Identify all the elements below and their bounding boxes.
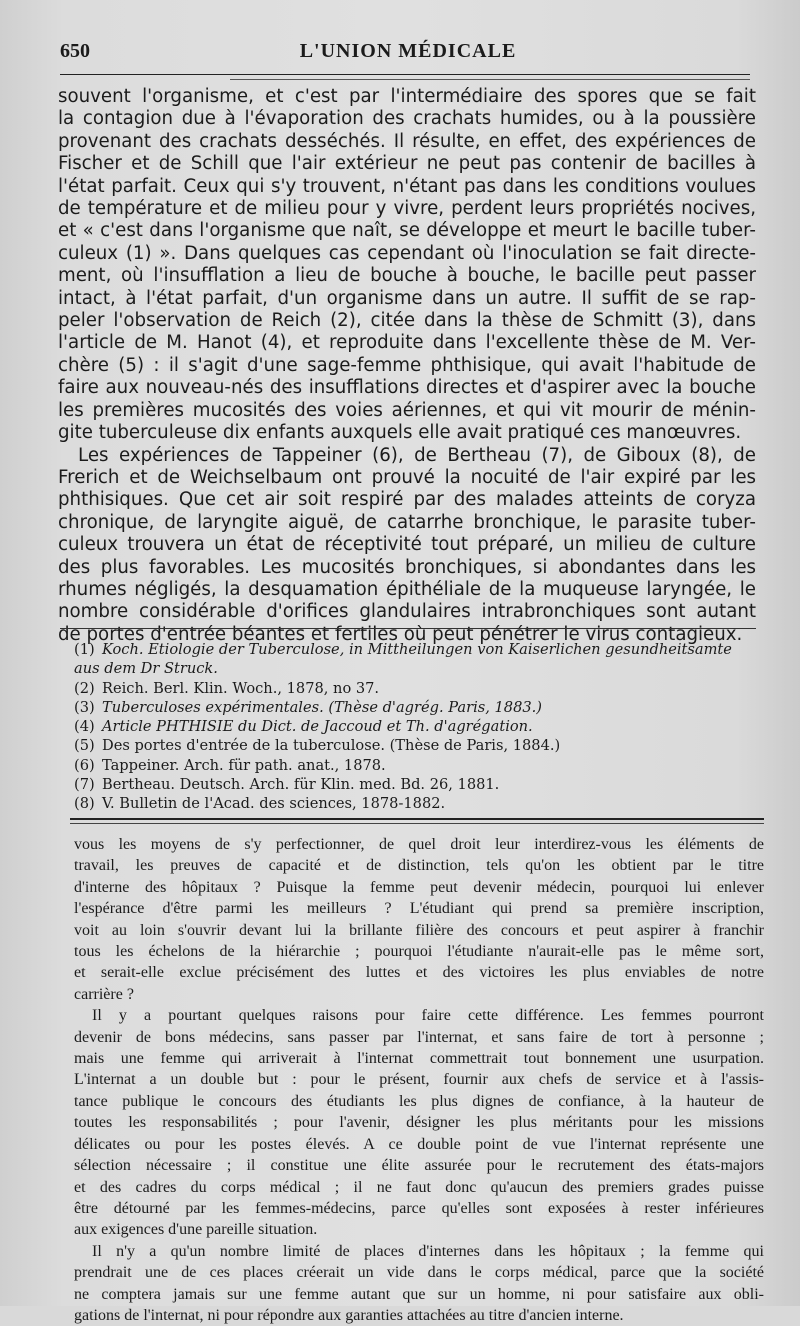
text-line: vous les moyens de s'y perfectionner, de quel droit leur interdirez-vous les éléments de <box>74 836 764 853</box>
footnote-text: Tuberculoses expérimentales. (Thèse d'agrég. Paris, 1883.) <box>102 698 542 716</box>
text-line: l'état parfait. Ceux qui s'y trouvent, n'étant pas dans les conditions voulues <box>58 175 756 197</box>
text-line: sélection nécessaire ; il constitue une élite assurée pour le recrutement des états-majors <box>74 1157 764 1175</box>
text-line: tance publique le concours des étudiants les plus dignes de confiance, à la hauteur de <box>74 1092 764 1110</box>
footnote <box>74 756 756 775</box>
text-line: être détourné par les femmes-médecins, parce qu'elles sont exposées à rester inférieures <box>74 1199 764 1217</box>
text-line: et « c'est dans l'organisme que naît, se développe et meurt le bacille tuber- <box>58 220 756 242</box>
footnote <box>74 717 756 736</box>
footnote-number: (3) <box>74 698 95 716</box>
text-line: L'internat a un double but : pour le présent, fournir aux chefs de service et à l'assis- <box>74 1071 764 1089</box>
footnote-text: V. Bulletin de l'Acad. des sciences, 1878-1882. <box>102 795 446 813</box>
footnote-number: (1) <box>74 641 95 658</box>
text-line: aux exigences d'une pareille situation. <box>74 1221 318 1239</box>
section-separator-thick <box>70 818 764 820</box>
text-line: voit au loin s'ouvrir devant lui la brillante filière des concours et peut aspirer à franchir <box>74 921 764 939</box>
footnote-number: (8) <box>74 795 95 813</box>
text-line: travail, les preuves de capacité et de distinction, tels qu'on les obtient par le titre <box>74 857 764 875</box>
footnote-text: Bertheau. Deutsch. Arch. für Klin. med. Bd. 26, 1881. <box>102 776 500 794</box>
text-line: de température et de milieu pour y vivre, perdent leurs propriétés nocives, <box>58 198 756 220</box>
footnote <box>74 794 756 813</box>
text-line: Il y a pourtant quelques raisons pour faire cette différence. Les femmes pourront <box>92 1007 764 1025</box>
text-line: peler l'observation de Reich (2), citée dans la thèse de Schmitt (3), dans <box>58 310 756 332</box>
article-paragraph-1 <box>58 86 756 445</box>
text-line: rhumes négligés, la desquamation épithéliale de la muqueuse laryngée, le <box>58 578 756 600</box>
footnote <box>74 659 756 678</box>
text-line: gite tuberculeuse dix enfants auxquels elle avait pratiqué ces manœuvres. <box>58 422 742 444</box>
footnote-text: Tappeiner. Arch. für path. anat., 1878. <box>102 756 386 774</box>
text-line: les premières mucosités des voies aériennes, et qui vit mourir de ménin- <box>58 399 756 421</box>
text-line: toutes les responsabilités ; pour l'avenir, désigner les plus méritants pour les missions <box>74 1114 764 1132</box>
footnote <box>74 640 756 659</box>
text-line: chronique, de laryngite aiguë, de catarrhe bronchique, le parasite tuber- <box>58 511 756 533</box>
footnote <box>74 775 756 794</box>
footnote-number: (6) <box>74 756 95 774</box>
text-line: d'interne des hôpitaux ? Puisque la femme peut devenir médecin, pourquoi lui enlever <box>74 878 764 896</box>
footnote-number: (5) <box>74 737 95 755</box>
article-paragraph-2 <box>58 445 756 647</box>
text-line: souvent l'organisme, et c'est par l'intermédiaire des spores que se fait <box>58 86 756 107</box>
footnote-text: aus dem Dr Struck. <box>74 660 218 678</box>
page-number: 650 <box>60 40 90 62</box>
footnote-number: (4) <box>74 718 95 736</box>
journal-title: L'UNION MÉDICALE <box>299 40 517 62</box>
text-line: intact, à l'état parfait, d'un organisme dans un autre. Il suffit de se rap- <box>58 287 756 309</box>
footnotes <box>74 640 756 814</box>
text-line: phthisiques. Que cet air soit respiré par des malades atteints de coryza <box>58 489 756 511</box>
text-line: faire aux nouveau-nés des insufflations directes et d'aspirer avec la bouche <box>58 377 756 399</box>
footnote <box>74 698 756 717</box>
continued-paragraph-1 <box>74 834 764 1005</box>
article-body <box>58 86 756 646</box>
text-line: carrière ? <box>74 985 134 1003</box>
text-line: nombre considérable d'orifices glandulaires intrabronchiques sont autant <box>58 601 756 623</box>
footnote <box>74 736 756 755</box>
text-line: tous les échelons de la hiérarchie ; pourquoi l'étudiante n'aurait-elle pas le même sort, <box>74 943 764 961</box>
text-line: l'espérance d'être parmi les meilleurs ? L'étudiant qui prend sa première inscription, <box>74 900 764 918</box>
continued-article <box>74 834 764 1326</box>
text-line: et serait-elle exclue précisément des luttes et des victoires les plus enviables de notre <box>74 964 764 982</box>
text-line: ne comptera jamais sur une femme autant que sur un homme, ni pour satisfaire aux obli- <box>74 1285 764 1303</box>
text-line: culeux trouvera un état de réceptivité tout préparé, un milieu de culture <box>58 534 756 556</box>
footnote-number: (7) <box>74 776 95 794</box>
text-line: Les expériences de Tappeiner (6), de Bertheau (7), de Giboux (8), de <box>78 444 756 466</box>
footnote-text: Article PHTHISIE du Dict. de Jaccoud et Th. d'agrégation. <box>102 718 533 736</box>
continued-paragraph-2 <box>74 1005 764 1240</box>
footnote <box>74 679 756 698</box>
text-line: la contagion due à l'évaporation des crachats humides, ou à la poussière <box>58 108 756 130</box>
footnote-text: Des portes d'entrée de la tuberculose. (Thèse de Paris, 1884.) <box>102 737 561 755</box>
footnote-rule <box>60 628 756 629</box>
text-line: l'article de M. Hanot (4), et reproduite dans l'excellente thèse de M. Ver- <box>58 332 756 354</box>
text-line: chère (5) : il s'agit d'une sage-femme phthisique, qui avait l'habitude de <box>58 354 756 376</box>
text-line: Frerich et de Weichselbaum ont prouvé la nocuité de l'air expiré par les <box>58 466 756 488</box>
text-line: ment, où l'insufflation a lieu de bouche à bouche, le bacille peut passer <box>58 265 756 287</box>
header-rule <box>60 74 750 75</box>
text-line: délicates ou pour les postes élevés. A ce double point de vue l'internat représente une <box>74 1135 764 1153</box>
footnote-text: Reich. Berl. Klin. Woch., 1878, no 37. <box>102 679 380 697</box>
text-line: culeux (1) ». Dans quelques cas cependant où l'inoculation se fait directe- <box>58 242 756 264</box>
text-line: gations de l'internat, ni pour répondre aux garanties attachées au titre d'ancien interne. <box>74 1306 624 1324</box>
footnote-number: (2) <box>74 679 95 697</box>
text-line: provenant des crachats desséchés. Il résulte, en effet, des expériences de <box>58 130 756 152</box>
footnote-text: Koch. Etiologie der Tuberculose, in Mittheilungen von Kaiserlichen gesundheitsamte <box>102 641 732 658</box>
text-line: des plus favorables. Les mucosités bronchiques, si abondantes dans les <box>58 556 756 578</box>
continued-paragraph-3 <box>74 1241 764 1326</box>
header-rule-secondary <box>230 79 750 80</box>
text-line: devenir de bons médecins, sans passer par l'internat, et sans faire de tort à personne ; <box>74 1028 764 1046</box>
page-header <box>60 40 756 70</box>
text-line: prendrait une de ces places créerait un vide dans le corps médical, parce que la société <box>74 1264 764 1282</box>
text-line: Fischer et de Schill que l'air extérieur ne peut pas contenir de bacilles à <box>58 153 756 175</box>
text-line: de portes d'entrée béantes et fertiles où peut pénétrer le virus contagieux. <box>58 623 743 645</box>
text-line: et des cadres du corps médical ; il ne faut donc qu'aucun des premiers grades puisse <box>74 1178 764 1196</box>
text-line: Il n'y a qu'un nombre limité de places d'internes dans les hôpitaux ; la femme qui <box>92 1242 764 1260</box>
text-line: mais une femme qui arriverait à l'internat commettrait tout bonnement une usurpation. <box>74 1050 764 1068</box>
section-separator-thin <box>70 823 764 824</box>
